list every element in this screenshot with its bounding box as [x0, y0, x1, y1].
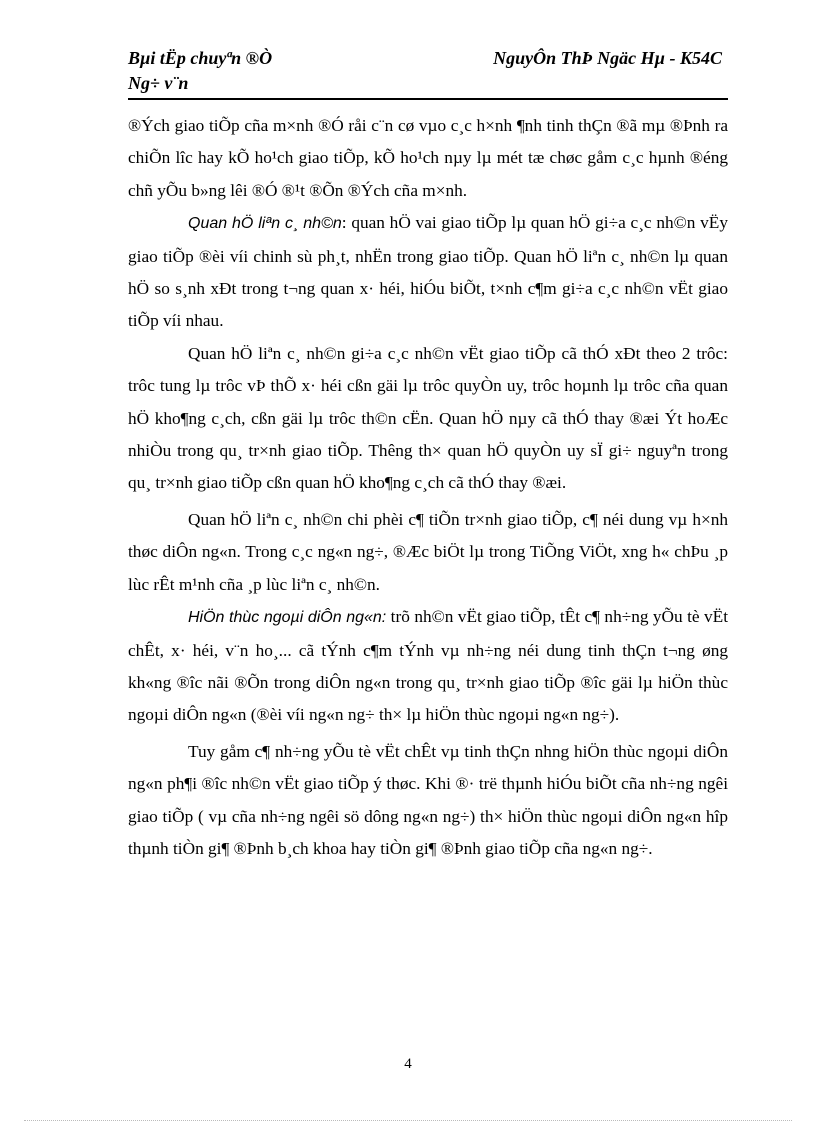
paragraph-text: trõ nh©n vËt giao tiÕp, tÊt c¶ nh÷ng yÕu tè vËt chÊt, x· héi, v¨n ho¸... cã tÝnh c¶m tÝnh vµ nh÷ng néi dung tinh thÇn t¬ng øng kh«ng ®îc nãi ®Õn trong diÔn ng«n trong qu¸ tr×nh giao tiÕp ®îc gäi lµ hiÖn thùc ngoµi diÔn ng«n (®èi víi ng«n ng÷ th× lµ hiÖn thùc ngoµi ng«n ng÷).	[128, 607, 729, 725]
paragraph-text: : quan hÖ vai giao tiÕp lµ quan hÖ gi÷a c¸c nh©n vËy giao tiÕp ®èi víi chinh sù ph¸t, nhËn trong giao tiÕp. Quan hÖ liªn c¸ nh©n lµ quan hÖ so s¸nh xÐt trong t¬ng quan x· héi, hiÓu biÕt, t×nh c¶m gi÷a c¸c nh©n vËt giao tiÕp víi nhau.	[128, 213, 729, 331]
paragraph	[128, 601, 728, 732]
paragraph-term: Quan hÖ liªn c¸ nh©n	[188, 215, 342, 233]
header-course-line2: Ng÷ v¨n	[128, 73, 189, 93]
body-text	[128, 110, 728, 865]
paragraph-text: Tuy gåm c¶ nh÷ng yÕu tè vËt chÊt vµ tinh thÇn nhng hiÖn thùc ngoµi diÔn ng«n ph¶i ®îc nh©n vËt giao tiÕp ý thøc. Khi ®· trë thµnh hiÓu biÕt cña nh÷ng ngêi giao tiÕp ( vµ cña nh÷ng ngêi sö dông ng«n ng÷) th× hiÖn thùc ngoµi diÔn ng«n hîp thµnh tiÒn gi¶ ®Þnh b¸ch khoa hay tiÒn gi¶ ®Þnh giao tiÕp cña ng«n ng÷.	[128, 741, 728, 858]
paragraph-term: HiÖn thùc ngoµi diÔn ng«n:	[188, 609, 387, 627]
page-header	[128, 46, 728, 100]
paragraph	[128, 736, 728, 866]
paragraph	[128, 338, 728, 500]
header-course-title	[128, 46, 448, 96]
header-author: NguyÔn ThÞ Ngäc Hµ - K54C	[493, 48, 722, 68]
paragraph-text: ®Ých giao tiÕp cña m×nh ®Ó råi c¨n cø vµo c¸c h×nh ¶nh tinh thÇn ®ã mµ ®Þnh ra chiÕn lîc hay kÕ ho¹ch giao tiÕp, kÕ ho¹ch nµy lµ mét tæ chøc gåm c¸c hµnh ®éng chñ yÕu b»ng lêi ®Ó ®¹t ®Õn ®Ých cña m×nh.	[128, 116, 728, 200]
paragraph-text: Quan hÖ liªn c¸ nh©n gi÷a c¸c nh©n vËt giao tiÕp cã thÓ xÐt theo 2 trôc: trôc tung lµ trôc vÞ thÕ x· héi cßn gäi lµ trôc quyÒn uy, trôc hoµnh lµ trôc cña quan hÖ kho¶ng c¸ch, cßn gäi lµ trôc th©n cËn. Quan hÖ nµy cã thÓ thay ®æi Ýt hoÆc nhiÒu trong qu¸ tr×nh giao tiÕp. Thêng th× quan hÖ quyÒn uy sÏ gi÷ nguyªn trong qu¸ tr×nh giao tiÕp cßn quan hÖ kho¶ng c¸ch cã thÓ thay ®æi.	[128, 343, 728, 493]
page-bottom-divider	[24, 1120, 792, 1121]
paragraph	[128, 504, 728, 601]
paragraph-text: Quan hÖ liªn c¸ nh©n chi phèi c¶ tiÕn tr×nh giao tiÕp, c¶ néi dung vµ h×nh thøc diÔn ng«n. Trong c¸c ng«n ng÷, ®Æc biÖt lµ trong TiÕng ViÖt, xng h« chÞu ¸p lùc rÊt m¹nh cña ¸p lùc liªn c¸ nh©n.	[128, 509, 728, 594]
paragraph	[128, 207, 728, 338]
paragraph	[128, 110, 728, 207]
header-course-line1: Bµi tËp chuyªn ®Ò	[128, 48, 273, 68]
page-number: 4	[404, 1056, 412, 1072]
